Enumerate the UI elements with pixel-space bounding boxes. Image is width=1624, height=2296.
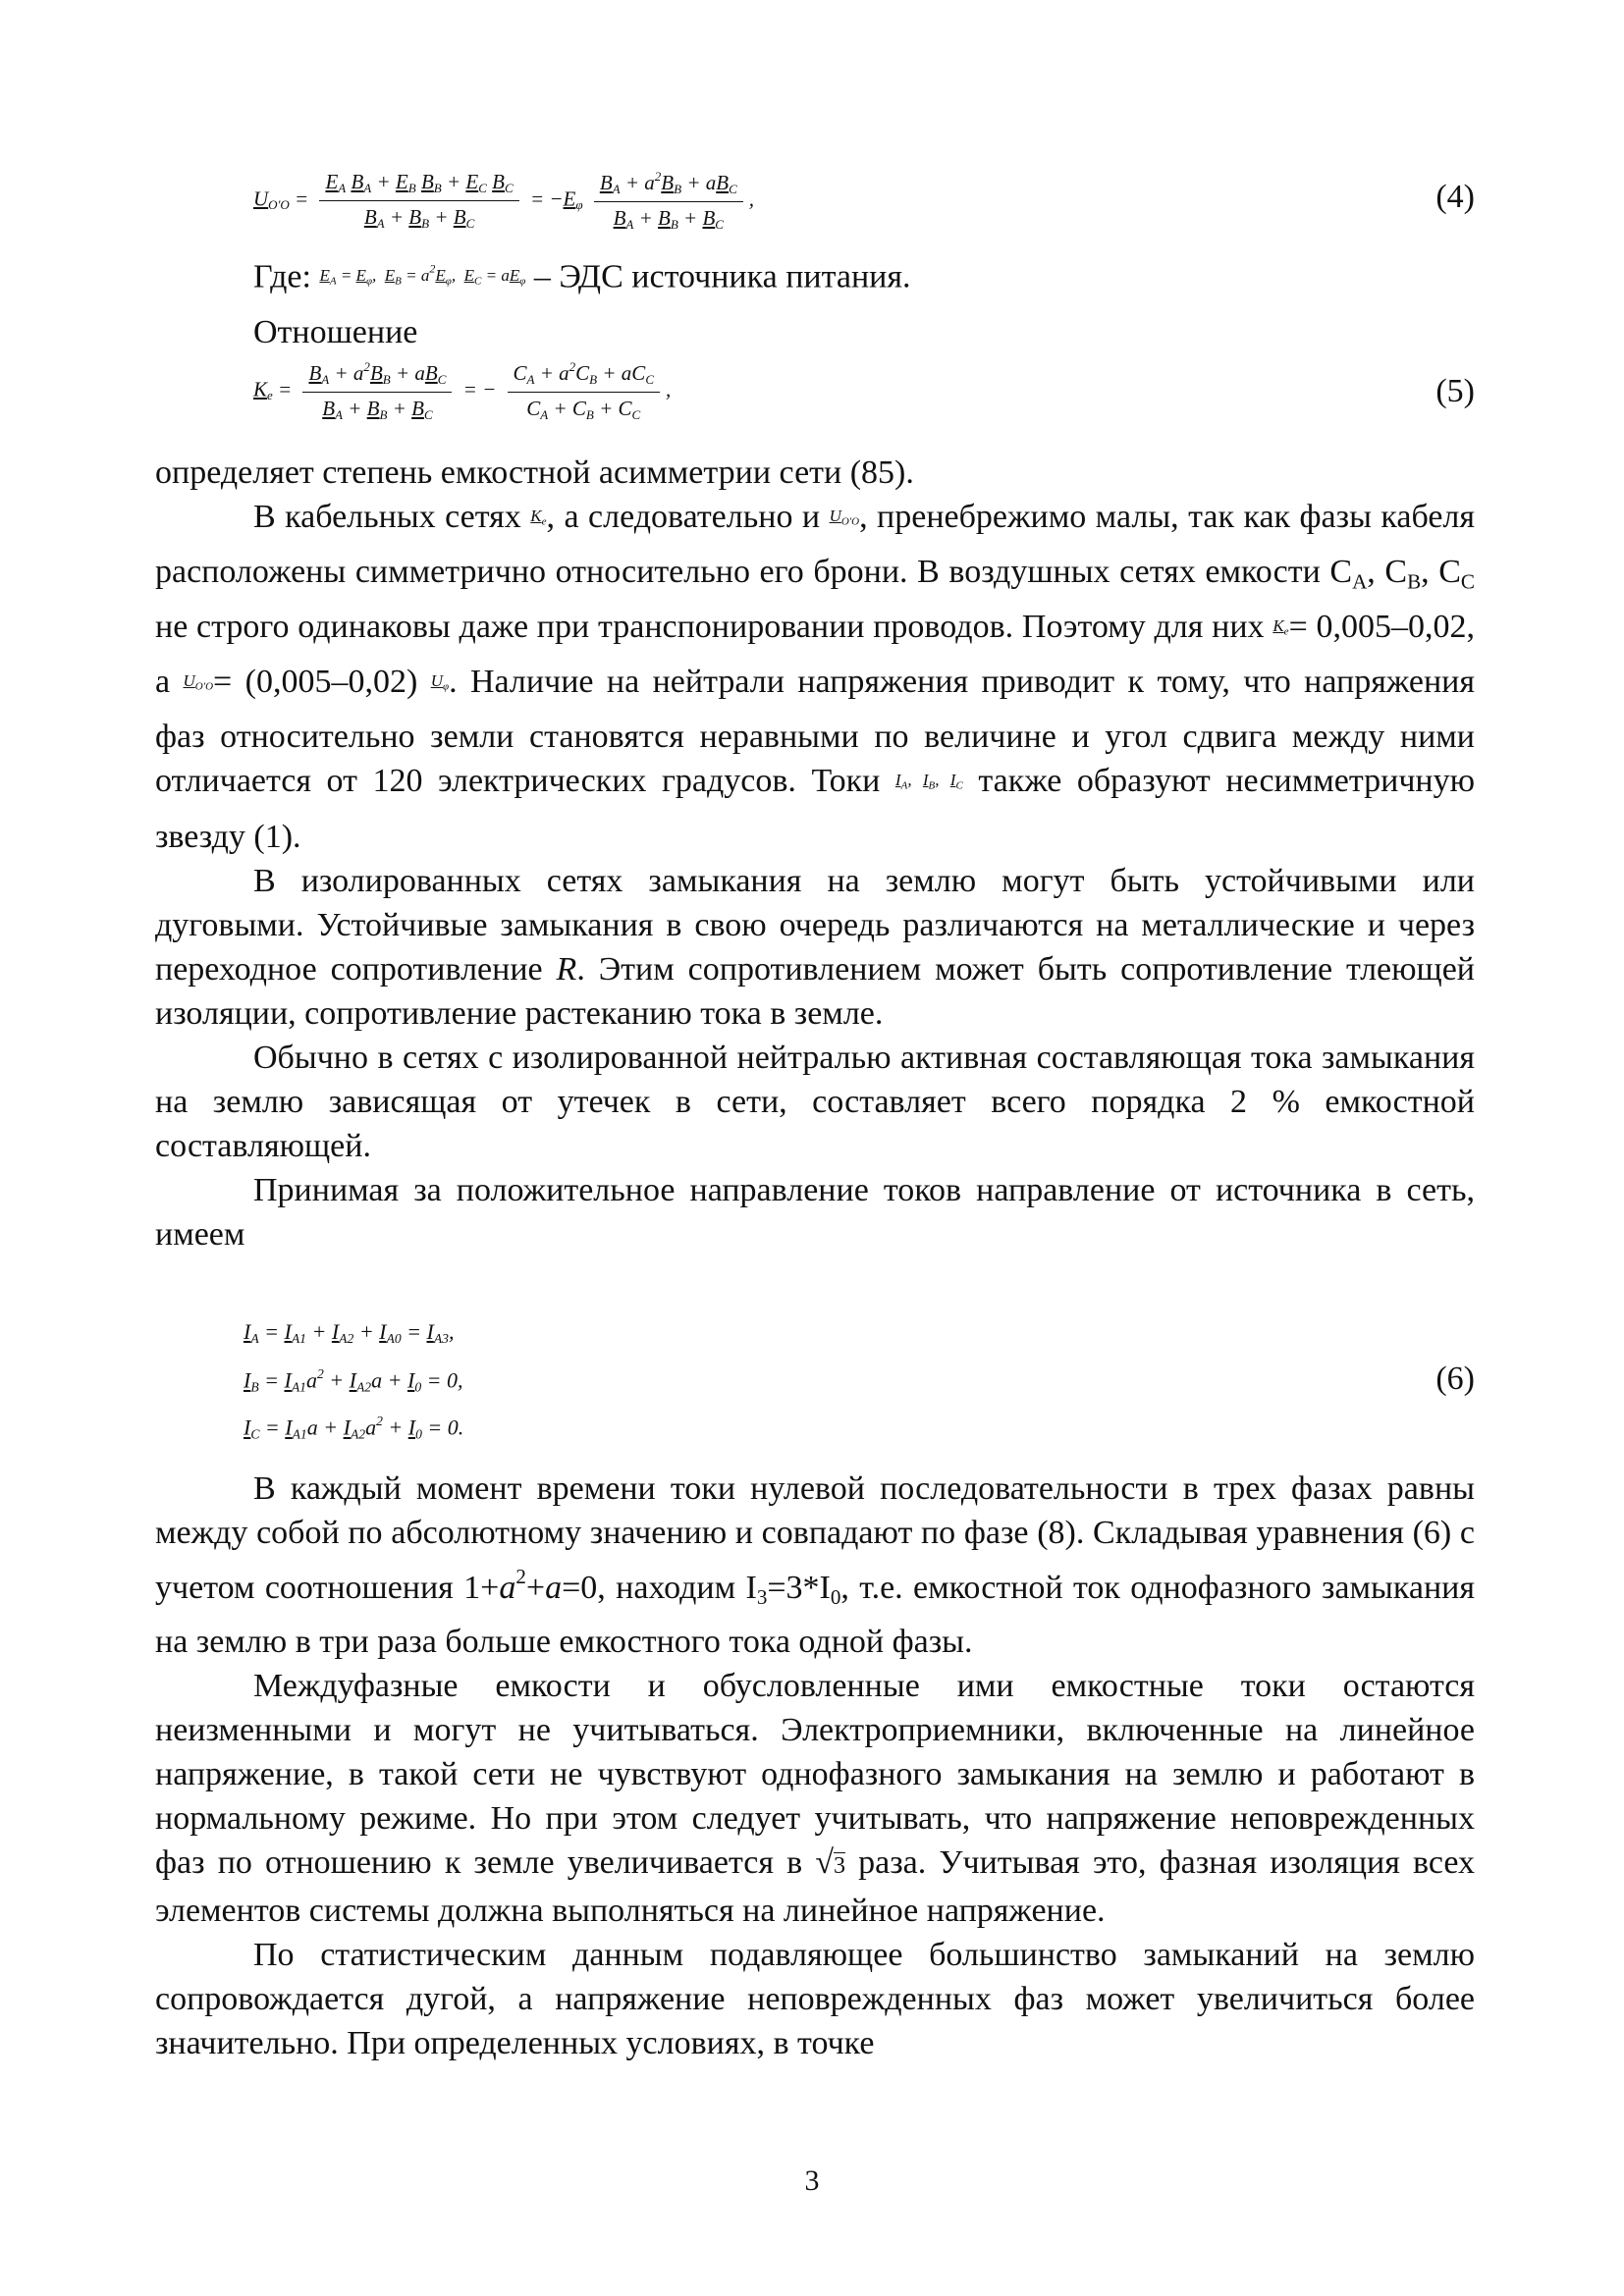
equation-6-line-3: $I_C = I_{A1}a + I_{A2}a^2 + I_0 = 0$. [244, 1414, 464, 1442]
equation-6-number: (6) [1435, 1361, 1475, 1397]
paragraph-5: Принимая за положительное направление токов направление от источника в сеть, имеем [155, 1171, 1475, 1253]
paragraph-4: Обычно в сетях с изолированной нейтралью активная составляющая тока замыкания на землю зависящая от утечек в сети, составляет всего порядка 2 % емкостной составляющей. [155, 1039, 1475, 1164]
ratio-label: Отношение [253, 313, 418, 350]
page-number: 3 [804, 2164, 820, 2197]
equation-6-line-2: $I_B = I_{A1}a^2 + I_{A2}a + I_0 = 0$, [244, 1366, 463, 1395]
equation-4-number: (4) [1435, 179, 1475, 215]
body-block-1 [155, 451, 1475, 1256]
where-label: Где: [253, 258, 311, 295]
paragraph-3: В изолированных сетях замыкания на землю могут быть устойчивыми или дуговыми. Устойчивые замыкания в свою очередь различаются на металлические и через переходное сопротивление R. Этим сопротивлением может быть сопротивление тлеющей изоляции, сопротивление растеканию тока в земле. [155, 862, 1475, 1032]
where-line: Где: $E_A = E_\varphi$, $E_B = a^2E_\varphi$, $E_C = aE_\varphi$ – ЭДС источника питания. Отношение [155, 253, 1475, 354]
sqrt3-symbol: √3 [815, 1844, 845, 1882]
equation-5-number: (5) [1435, 373, 1475, 409]
equation-5: $K_e$ = $\frac{B_A + a^2B_B + aB_C}{B_A + B_B + B_C}$ = − $\frac{C_A + a^2C_B + aC_C}{C_A + C_B + C_C}$ , [253, 359, 672, 422]
paragraph-8: По статистическим данным подавляющее большинство замыканий на землю сопровождается дугой, а напряжение неповрежденных фаз может увеличиться более значительно. При определенных условиях, в точке [155, 1937, 1475, 2062]
paragraph-2: В кабельных сетях $K_e$, а следовательно и $U_{O'O}$, пренебрежимо малы, так как фазы кабеля расположены симметрично относительно его брони. В воздушных сетях емкости $C_A$, $C_B$, $C_C$ не строго одинаковы даже при транспонировании проводов. Поэтому для них $K_e= 0,005-0,02$, а $U_{O'O}= (0,005-0,02)$ $U_\varphi$. Наличие на нейтрали напряжения приводит к тому, что напряжения фаз относительно земли становятся неравными по величине и угол сдвига между ними отличается от 120 электрических градусов. Токи $I_A$, $I_B$, $I_C$ также образуют несимметричную звезду (1). [155, 499, 1476, 855]
body-block-2 [155, 1467, 1475, 2065]
equation-6-line-1: $I_A = I_{A1} + I_{A2} + I_{A0} = I_{A3}$, [244, 1319, 455, 1347]
equation-4: $U_{O'O}$ = $\frac{E_A B_A + E_B B_B + E_C B_C}{B_A + B_B + B_C}$ = $-E_\varphi$ $\frac{B_A + a^2B_B + aB_C}{B_A + B_B + B_C}$ , [253, 169, 754, 232]
where-suffix: – ЭДС источника питания. [533, 258, 911, 295]
paragraph-7: Междуфазные емкости и обусловленные ими емкостные токи остаются неизменными и могут не учитываться. Электроприемники, включенные на линейное напряжение, в такой сети не чувствуют однофазного замыкания на землю и работают в нормальному режиме. Но при этом следует учитывать, что напряжение неповрежденных фаз по отношению к земле увеличивается в √3 раза. Учитывая это, фазная изоляция всех элементов системы должна выполняться на линейное напряжение. [155, 1668, 1476, 1930]
paragraph-6: В каждый момент времени токи нулевой последовательности в трех фазах равны между собой по абсолютному значению и совпадают по фазе (8). Складывая уравнения (6) с учетом соотношения $1+a^2+a=0$, находим $I_3=3*I_0$, т.е. емкостной ток однофазного замыкания на землю в три раза больше емкостного тока одной фазы. [155, 1470, 1475, 1661]
paragraph-1: определяет степень емкостной асимметрии сети (85). [155, 454, 914, 491]
